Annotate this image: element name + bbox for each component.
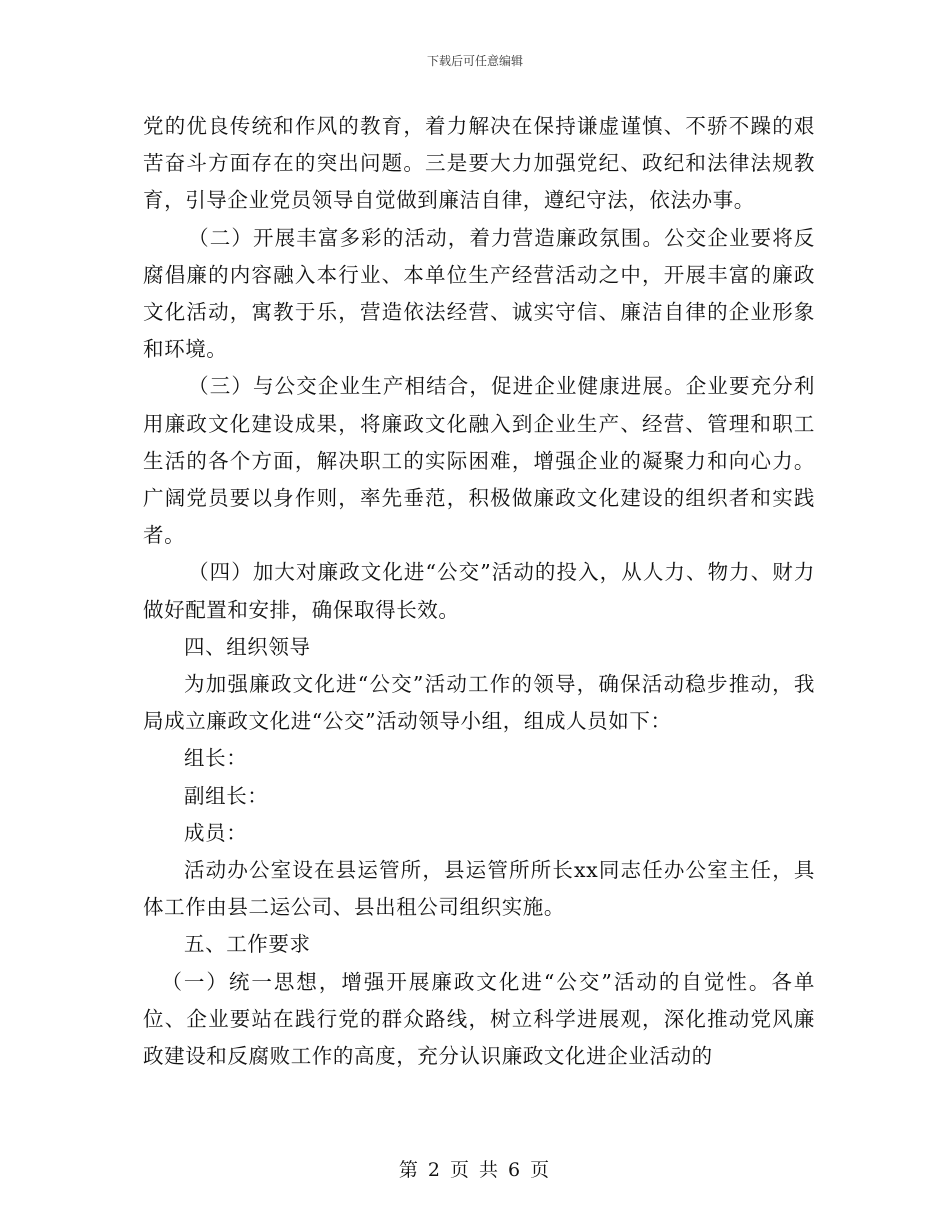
page-header: 下载后可任意编辑 [426, 54, 523, 68]
field-members: 成员： [184, 820, 248, 845]
paragraph-section-3: （三）与公交企业生产相结合，促进企业健康进展。企业要充分利用廉政文化建设成果，将廉政文化融入到企业生产、经营、管理和职工生活的各个方面，解决职工的实际困难，增强企业的凝聚力和向心力。广阔党员要以身作则，率先垂范，积极做廉政文化建设的组织者和实践者。 [143, 374, 815, 548]
paragraph-office: 活动办公室设在县运管所，县运管所所长xx同志任办公室主任，具体工作由县二运公司、县出租公司组织实施。 [143, 858, 815, 920]
paragraph-section-4: （四）加大对廉政文化进“公交”活动的投入，从人力、物力、财力做好配置和安排，确保取得长效。 [143, 560, 815, 622]
document-body [143, 108, 815, 1075]
heading-requirements: 五、工作要求 [184, 932, 311, 957]
field-group-leader: 组长： [184, 746, 248, 771]
paragraph-organization: 为加强廉政文化进“公交”活动工作的领导，确保活动稳步推动，我局成立廉政文化进“公交”活动领导小组，组成人员如下： [143, 672, 815, 734]
page-number: 第 2 页 共 6 页 [398, 1159, 552, 1181]
paragraph-section-2: （二）开展丰富多彩的活动，着力营造廉政氛围。公交企业要将反腐倡廉的内容融入本行业、本单位生产经营活动之中，开展丰富的廉政文化活动，寓教于乐，营造依法经营、诚实守信、廉洁自律的企业形象和环境。 [143, 225, 815, 362]
paragraph-requirement-1: （一）统一思想，增强开展廉政文化进“公交”活动的自觉性。各单位、企业要站在践行党的群众路线，树立科学进展观，深化推动党风廉政建设和反腐败工作的高度，充分认识廉政文化进企业活动的 [143, 969, 815, 1069]
paragraph-continuation: 党的优良传统和作风的教育，着力解决在保持谦虚谨慎、不骄不躁的艰苦奋斗方面存在的突出问题。三是要大力加强党纪、政纪和法律法规教育，引导企业党员领导自觉做到廉洁自律，遵纪守法，依法办事。 [143, 114, 815, 213]
heading-organization: 四、组织领导 [184, 634, 311, 659]
field-deputy-leader: 副组长： [184, 783, 269, 808]
